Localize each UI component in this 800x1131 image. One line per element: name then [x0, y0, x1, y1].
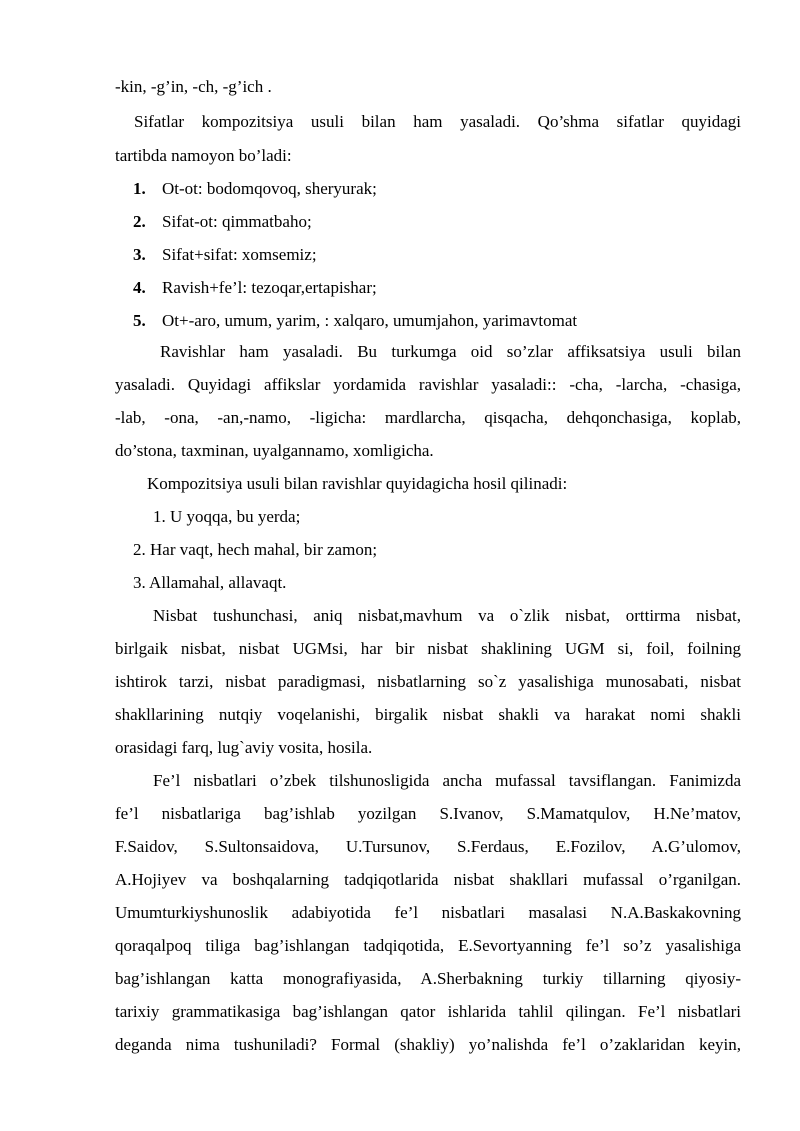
text-line: qoraqalpoq tiliga bag’ishlangan tadqiqotida, E.Sevortyanning fe’l so’z yasalishiga [115, 936, 741, 955]
paragraph-line [115, 1002, 741, 1022]
text-line: ishtirok tarzi, nisbat paradigmasi, nisbatlarning so`z yasalishiga munosabati, nisbat [115, 672, 741, 691]
list-number: 2. [133, 212, 146, 231]
list-text: Sifat-ot: qimmatbaho; [162, 212, 312, 231]
text-line: yasaladi. Quyidagi affikslar yordamida ravishlar yasaladi:: -cha, -larcha, -chasiga, [115, 375, 741, 394]
paragraph-line [115, 672, 741, 692]
list-text: Ot-ot: bodomqovoq, sheryurak; [162, 179, 377, 198]
paragraph-line [115, 1035, 741, 1055]
text-line: -kin, -g’in, -ch, -g’ich . [115, 77, 272, 96]
list-number: 5. [133, 311, 146, 330]
paragraph-line [115, 837, 741, 857]
list-item [133, 212, 312, 232]
paragraph-line [153, 606, 741, 626]
text-line: F.Saidov, S.Sultonsaidova, U.Tursunov, S.Ferdaus, E.Fozilov, A.G’ulomov, [115, 837, 741, 856]
list-item [133, 179, 377, 199]
text-line: -lab, -ona, -an,-namo, -ligicha: mardlarcha, qisqacha, dehqonchasiga, koplab, [115, 408, 741, 427]
list-number: 3. [133, 245, 146, 264]
paragraph-line [134, 112, 741, 132]
list-text: Sifat+sifat: xomsemiz; [162, 245, 317, 264]
text-line: shakllarining nutqiy voqelanishi, birgalik nisbat shakli va harakat nomi shakli [115, 705, 741, 724]
text-line: A.Hojiyev va boshqalarning tadqiqotlarida nisbat shakllari mufassal o’rganilgan. [115, 870, 741, 889]
paragraph-line [115, 375, 741, 395]
text-line: Sifatlar kompozitsiya usuli bilan ham yasaladi. Qo’shma sifatlar quyidagi [134, 112, 741, 131]
paragraph-line [115, 870, 741, 890]
text-line: fe’l nisbatlariga bag’ishlab yozilgan S.Ivanov, S.Mamatqulov, H.Ne’matov, [115, 804, 741, 823]
text-line: Umumturkiyshunoslik adabiyotida fe’l nisbatlari masalasi N.A.Baskakovning [115, 903, 741, 922]
text-line: tartibda namoyon bo’ladi: [115, 146, 292, 165]
list-number: 4. [133, 278, 146, 297]
paragraph-line [115, 903, 741, 923]
text-line: bag’ishlangan katta monografiyasida, A.Sherbakning turkiy tillarning qiyosiy- [115, 969, 741, 988]
paragraph-line [115, 408, 741, 428]
paragraph-line [160, 342, 741, 362]
text-line: 3. Allamahal, allavaqt. [133, 573, 287, 592]
text-line: Kompozitsiya usuli bilan ravishlar quyidagicha hosil qilinadi: [147, 474, 568, 493]
text-line: 2. Har vaqt, hech mahal, bir zamon; [133, 540, 378, 559]
paragraph-line [115, 705, 741, 725]
list-item [133, 311, 577, 331]
text-line: Nisbat tushunchasi, aniq nisbat,mavhum va o`zlik nisbat, orttirma nisbat, [153, 606, 741, 625]
text-line: birlgaik nisbat, nisbat UGMsi, har bir nisbat shaklining UGM si, foil, foilning [115, 639, 741, 658]
list-item [133, 278, 377, 298]
paragraph-line [153, 771, 741, 791]
text-line: Fe’l nisbatlari o’zbek tilshunosligida ancha mufassal tavsiflangan. Fanimizda [153, 771, 741, 790]
text-line: tarixiy grammatikasiga bag’ishlangan qator ishlarida tahlil qilingan. Fe’l nisbatlari [115, 1002, 741, 1021]
list-text: Ot+-aro, umum, yarim, : xalqaro, umumjahon, yarimavtomat [162, 311, 578, 330]
text-line: deganda nima tushuniladi? Formal (shakliy) yo’nalishda fe’l o’zaklaridan keyin, [115, 1035, 741, 1054]
text-line: Ravishlar ham yasaladi. Bu turkumga oid so’zlar affiksatsiya usuli bilan [160, 342, 741, 361]
list-text: Ravish+fe’l: tezoqar,ertapishar; [162, 278, 377, 297]
paragraph-line [115, 969, 741, 989]
paragraph-line [115, 804, 741, 824]
paragraph-line [115, 936, 741, 956]
text-line: 1. U yoqqa, bu yerda; [153, 507, 301, 526]
paragraph-line [115, 639, 741, 659]
list-item [133, 245, 317, 265]
list-number: 1. [133, 179, 146, 198]
text-line: orasidagi farq, lug`aviy vosita, hosila. [115, 738, 373, 757]
text-line: do’stona, taxminan, uyalgannamo, xomligicha. [115, 441, 434, 460]
